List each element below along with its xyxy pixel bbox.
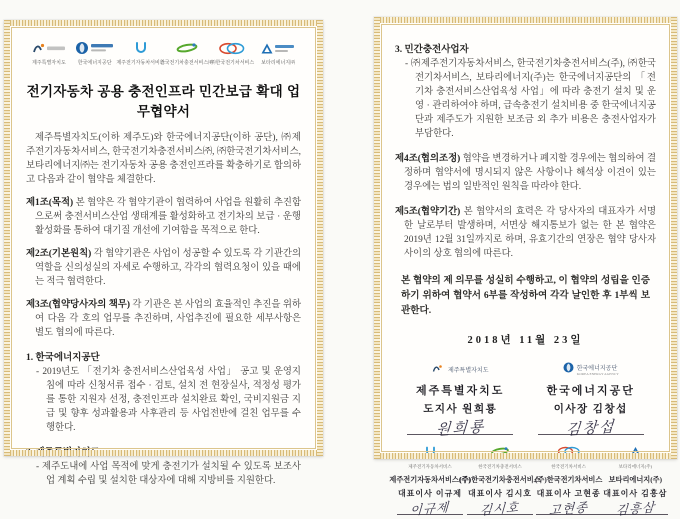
company-title-name: 대표이사 이규제 xyxy=(397,489,463,498)
document-title: 전기자동차 공용 충전인프라 민간보급 확대 업무협약서 xyxy=(26,84,301,119)
article-4-label: 제4조(협의조정) xyxy=(395,154,461,164)
border-top xyxy=(374,17,677,23)
kevcs-leaf-icon xyxy=(175,40,199,56)
agreement-page-1 xyxy=(4,20,323,487)
logo-korea-energy-agency xyxy=(72,40,118,66)
article-2-text: 각 협약기관은 사업이 성공할 수 있도록 각 기관간의 역할을 신의성실의 자세로 수행하고, 각각의 협력요청이 있을 때에는 적극 협력한다. xyxy=(35,249,302,287)
article-5-label: 제5조(협약기간) xyxy=(395,207,461,217)
energy-logo-sublabel: KOREA ENERGY AGENCY xyxy=(576,371,619,376)
article-4 xyxy=(395,152,656,194)
border-left xyxy=(374,17,380,459)
company-title-name: 대표이사 김시호 xyxy=(467,489,533,498)
signatory-org: 한국에너지공단 xyxy=(546,385,635,397)
logo-caption: 한국전기차충전서비스㈜ xyxy=(159,61,214,66)
energy-logo-label: 한국에너지공단 xyxy=(576,365,618,372)
border-right xyxy=(317,20,323,456)
logo-kevcs xyxy=(159,40,214,66)
company-name: 제주전기자동차서비스(주) xyxy=(389,476,471,484)
logo-jeju-ev-service xyxy=(118,40,164,66)
energy-agency-wordmark xyxy=(577,363,619,376)
jeju-signature-logo xyxy=(432,360,489,378)
signature-line xyxy=(538,417,644,439)
article-5 xyxy=(395,205,656,261)
company-logo-caption: 한국전기차충전서비스 xyxy=(478,464,522,469)
duty-1-text: - 2019년도 「전기차 충전서비스산업육성 사업」 공고 및 운영지침에 따라 신청서류 접수 · 검토, 설치 전 현장실사, 적정성 평가를 통한 지원자 선정, 충전인프라 설치완료 확인, 국비지원금 지급 및 향후 성과활용과 사후관리 등 사업전반에 걸친 업무를 수행한다. xyxy=(36,367,301,433)
signature-line xyxy=(602,499,668,518)
article-1-text: 본 협약은 각 협약기관이 협력하여 사업을 원활히 추진함으로써 충전서비스산업 생태계를 활성화하고 전기차의 보급 · 운행 활성화를 통하여 대기질 개선에 기여함을 목적으로 한다. xyxy=(35,198,302,236)
logo-caption: 제주전기자동차서비스 xyxy=(116,61,165,66)
logo-caption: 한국에너지공단 xyxy=(77,61,112,66)
logo-caption: ㈜한국전기차서비스 xyxy=(210,61,255,66)
energy-agency-icon xyxy=(563,360,574,378)
jeju-ev-plug-icon xyxy=(133,40,149,56)
page-1-content xyxy=(12,28,315,487)
handwritten-signature: 고현종 xyxy=(548,500,589,518)
company-name: (주)한국전기차충전서비스 xyxy=(459,476,541,484)
signature-line xyxy=(407,417,513,439)
border-left xyxy=(4,20,10,456)
handwritten-signature: 이규제 xyxy=(410,500,450,518)
company-logo-caption: 보타리에너지(주) xyxy=(618,464,652,469)
agreement-page-2 xyxy=(374,17,677,518)
duty-1-heading: 1. 한국에너지공단 xyxy=(26,353,100,363)
company-title-name: 대표이사 고현종 xyxy=(536,489,601,498)
logo-caption: 보타리에너지㈜ xyxy=(261,61,296,66)
article-2-label: 제2조(기본원칙) xyxy=(26,249,92,259)
signature-block-jeju xyxy=(407,360,513,439)
botari-triangle-icon xyxy=(261,40,295,56)
signature-line xyxy=(536,499,602,518)
article-1-label: 제1조(목적) xyxy=(26,198,74,208)
closing-statement: 본 협약의 제 의무를 성실히 수행하고, 이 협약의 성립을 인증하기 위하여 협약서 6부를 작성하여 각각 날인한 후 1부씩 보관한다. xyxy=(401,275,650,316)
header-logo-row xyxy=(26,40,301,66)
company-name: 보타리에너지(주) xyxy=(608,476,662,484)
article-1 xyxy=(26,196,301,238)
article-3-label: 제3조(협약당사자의 책무) xyxy=(26,300,130,310)
signatory-org: 제주특별자치도 xyxy=(416,385,505,397)
jeju-logo-label: 제주특별자치도 xyxy=(447,367,489,374)
duty-2-text: - 제주도내에 사업 목적에 맞게 충전기가 설치될 수 있도록 보조사업 계획 수립 및 설치한 대상자에 대해 지방비를 지원한다. xyxy=(36,462,301,487)
article-4-text: 협약을 변경하거나 폐지할 경우에는 협의하여 결정하며 협약서에 명시되지 않은 사항이나 해석상 이견이 있는 경우에는 법의 일반적인 원칙을 따라야 한다. xyxy=(404,154,656,192)
agreement-date: 2018년 11월 23일 xyxy=(467,335,584,346)
signatory-title-name: 도지사 원희룡 xyxy=(423,404,498,415)
signature-line xyxy=(397,499,463,518)
handwritten-signature: 김창섭 xyxy=(565,419,616,439)
handwritten-signature: 김흥삼 xyxy=(615,500,656,518)
duty-3-heading: 3. 민간충전사업자 xyxy=(395,45,469,55)
border-top xyxy=(4,20,323,26)
border-bottom xyxy=(374,453,677,459)
handwritten-signature: 원희룡 xyxy=(434,419,486,439)
kevs-rings-icon xyxy=(218,40,246,56)
border-right xyxy=(671,17,677,459)
signatory-title-name: 이사장 김창섭 xyxy=(553,404,628,415)
page-2-content xyxy=(382,25,669,518)
jeju-province-icon xyxy=(31,40,67,56)
article-3 xyxy=(26,298,301,340)
energy-agency-signature-logo xyxy=(563,360,619,378)
logo-botari-energy xyxy=(255,40,301,66)
logo-jeju-province xyxy=(26,40,72,66)
company-logo-caption: 제주전기자동차서비스 xyxy=(408,464,452,469)
duty-3-text: - ㈜제주전기자동차서비스, 한국전기차충전서비스(주), ㈜한국전기차서비스, 보타리에너지(주)는 한국에너지공단의 「전기차 충전서비스산업육성 사업」에 따라 충전기 설치 및 운영 · 관리하여야 하며, 급속충전기 설치비용 중 한국에너지공단과 제주도가 지원한 보조금 외 추가 비용은 충전사업자가 부담한다. xyxy=(405,59,656,139)
handwritten-signature: 김시호 xyxy=(480,500,520,518)
border-bottom xyxy=(4,450,323,456)
logo-caption: 제주특별자치도 xyxy=(31,61,66,66)
primary-signature-row xyxy=(395,360,656,439)
article-2 xyxy=(26,247,301,289)
company-title-name: 대표이사 김흥삼 xyxy=(603,489,668,498)
company-logo-caption: 한국전기차서비스 xyxy=(551,464,587,469)
signature-line xyxy=(467,499,533,518)
energy-agency-icon xyxy=(75,40,115,56)
signature-block-energy-agency xyxy=(538,360,644,439)
company-name: (주)한국전기차서비스 xyxy=(535,476,603,484)
article-3-text: 각 기관은 본 사업의 효율적인 추진을 위하여 다음 각 호의 업무를 추진하며, 사업추진에 필요한 세부사항은 별도 협의에 따른다. xyxy=(35,300,301,338)
jeju-province-icon xyxy=(432,360,445,378)
article-5-text: 본 협약서의 효력은 각 당사자의 대표자가 서명한 날로부터 발생하며, 서면상 해지통보가 없는 한 본 협약은 2019년 12월 31일까지로 하며, 유효기간의 연장은 협약 당사자 사이의 상호 협의에 따른다. xyxy=(404,207,657,259)
intro-paragraph: 제주특별자치도(이하 제주도)와 한국에너지공단(이하 공단), ㈜제주전기자동차서비스, 한국전기차충전서비스㈜, ㈜한국전기차서비스, 보타리에너지㈜는 전기자동차 공용 충전인프라를 확충하기로 합의하고 다음과 같이 협약을 체결한다. xyxy=(26,133,301,185)
logo-kevs xyxy=(210,40,256,66)
